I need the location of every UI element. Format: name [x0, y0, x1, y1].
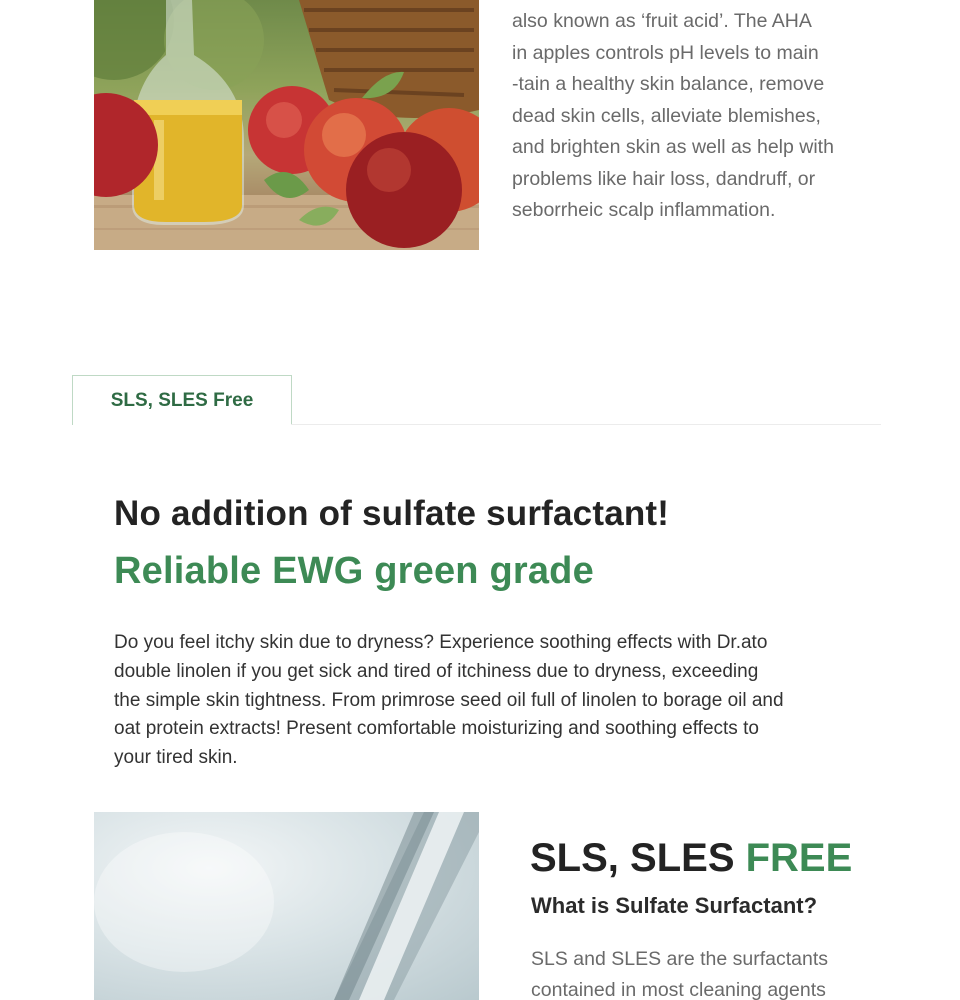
tab-sls-sles-free[interactable]: SLS, SLES Free — [72, 375, 292, 425]
sls-question: What is Sulfate Surfactant? — [531, 893, 818, 918]
aha-description: also known as ‘fruit acid’. The AHA in apples controls pH levels to main -tain a healthy skin balance, remove dead skin cells, alleviate blemishes, and brighten skin as well as help with problems like hair loss, dandruff, or seborrheic scalp inflammation. — [512, 10, 834, 221]
section-body-text: Do you feel itchy skin due to dryness? Experience soothing effects with Dr.ato double linolen if you get sick and tired of itchiness due to dryness, exceeding the simple skin tightness. From primrose seed oil full of linolen to borage oil and oat protein extracts! Present comfortable moisturizing and soothing effects to your tired skin. — [114, 632, 784, 769]
section-subheadline: Reliable EWG green grade — [114, 550, 594, 592]
sls-title-accent: FREE — [745, 836, 853, 880]
sls-title-main: SLS, SLES — [530, 836, 746, 880]
section-headline: No addition of sulfate surfactant! — [114, 494, 670, 533]
sls-description: SLS and SLES are the surfactants contained in most cleaning agents — [531, 948, 829, 1000]
sls-free-title — [530, 836, 852, 881]
tab-divider — [291, 424, 881, 425]
apple-vinegar-photo — [94, 0, 479, 250]
water-drop-photo — [94, 812, 479, 1000]
